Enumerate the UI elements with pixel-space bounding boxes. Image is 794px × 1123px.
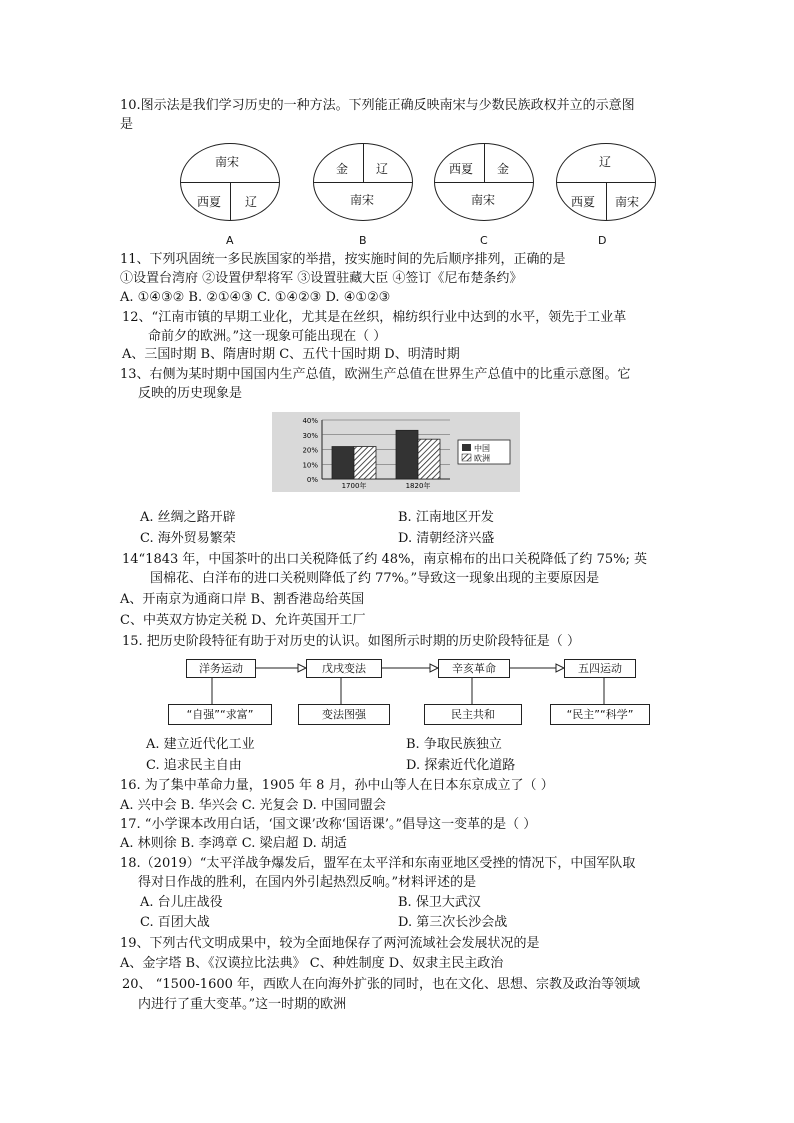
- bar-china-0: [332, 447, 354, 479]
- q13-option-a: A. 丝绸之路开辟: [140, 510, 236, 525]
- flow-feature-2: 变法图强: [298, 704, 390, 725]
- legend-swatch-europe: [462, 454, 471, 461]
- bar-europe-1: [418, 439, 440, 479]
- q18-option-b: B. 保卫大武汉: [398, 895, 481, 910]
- q18-stem-line1: 18.（2019）“太平洋战争爆发后，盟军在太平洋和东南亚地区受挫的情况下，中国军队取: [120, 856, 636, 871]
- bar-europe-0: [354, 447, 376, 479]
- x-tick-label: 1820年: [405, 482, 431, 490]
- q10-label-c: C: [480, 234, 488, 247]
- q18-option-d: D. 第三次长沙会战: [398, 915, 508, 930]
- circle-c-bottom: 南宋: [471, 193, 496, 207]
- flow-box-yangwu: 洋务运动: [186, 659, 256, 678]
- flow-feature-1: “自强”“求富”: [168, 704, 272, 725]
- flow-box-wusi: 五四运动: [564, 659, 636, 678]
- y-tick-label: 40%: [302, 417, 318, 425]
- legend-europe: 欧洲: [474, 454, 490, 463]
- q13-stem-line2: 反映的历史现象是: [138, 386, 243, 401]
- q16-stem: 16. 为了集中革命力量，1905 年 8 月，孙中山等人在日本东京成立了（ ）: [120, 778, 554, 793]
- q10-diagram-d: [556, 143, 656, 221]
- q13-bar-chart: [272, 412, 520, 492]
- legend: [458, 440, 510, 464]
- circle-d-bottom-left: 西夏: [571, 195, 596, 209]
- x-tick-label: 1700年: [341, 482, 367, 490]
- q19-options: A、金字塔 B、《汉谟拉比法典》 C、种姓制度 D、奴隶主民主政治: [120, 956, 504, 971]
- q17-stem: 17. “小学课本改用白话，‘国文课’改称‘国语课’。”倡导这一变革的是（ ）: [120, 817, 537, 832]
- y-tick-label: 20%: [302, 446, 318, 455]
- q14-stem-line1: 14“1843 年，中国茶叶的出口关税降低了约 48%，南京棉布的出口关税降低了约 75%; 英: [122, 552, 647, 567]
- arrow-3: [510, 664, 564, 672]
- q10-label-d: D: [598, 234, 607, 247]
- flow-box-wuxu: 戊戌变法: [306, 659, 382, 678]
- q20-stem-line2: 内进行了重大变革。”这一时期的欧洲: [138, 997, 347, 1012]
- q12-options: A、三国时期 B、隋唐时期 C、五代十国时期 D、明清时期: [122, 347, 460, 362]
- legend-swatch-china: [462, 444, 471, 451]
- q18-option-c: C. 百团大战: [140, 915, 210, 930]
- q18-stem-line2: 得对日作战的胜利，在国内外引起热烈反响。”材料评述的是: [138, 875, 477, 890]
- q10-stem-line1: 10.图示法是我们学习历史的一种方法。下列能正确反映南宋与少数民族政权并立的示意图: [120, 98, 635, 113]
- q12-stem-line1: 12、“江南市镇的早期工业化，尤其是在丝织，棉纺织行业中达到的水平，领先于工业革: [122, 310, 627, 325]
- circle-d-top: 辽: [599, 155, 612, 169]
- q13-option-c: C. 海外贸易繁荣: [140, 531, 236, 546]
- q18-option-a: A. 台儿庄战役: [140, 895, 223, 910]
- flow-feature-3: 民主共和: [424, 704, 522, 725]
- circle-c-top-right: 金: [497, 162, 510, 176]
- q10-label-a: A: [226, 234, 234, 247]
- q11-stem: 11、下列巩固统一多民族国家的举措，按实施时间的先后顺序排列，正确的是: [120, 252, 566, 267]
- circle-c-top-left: 西夏: [449, 162, 474, 176]
- q15-option-a: A. 建立近代化工业: [146, 737, 255, 752]
- y-tick-label: 10%: [302, 461, 318, 470]
- q13-chart-background: [272, 412, 520, 492]
- q15-option-c: C. 追求民主自由: [146, 758, 242, 773]
- bar-china-1: [396, 430, 418, 479]
- circle-b-top-right: 辽: [376, 162, 389, 176]
- q11-items: ①设置台湾府 ②设置伊犁将军 ③设置驻藏大臣 ④签订《尼布楚条约》: [120, 271, 523, 286]
- q15-option-d: D. 探索近代化道路: [406, 758, 516, 773]
- q10-diagram-c: [434, 143, 534, 221]
- flow-feature-4: “民主”“科学”: [550, 704, 650, 725]
- legend-china: 中国: [474, 444, 490, 453]
- q13-option-b: B. 江南地区开发: [398, 510, 494, 525]
- circle-d-bottom-right: 南宋: [615, 195, 640, 209]
- arrow-1: [256, 664, 306, 672]
- q12-stem-line2: 命前夕的欧洲。”这一现象可能出现在（ ）: [148, 329, 387, 344]
- y-tick-label: 30%: [302, 431, 318, 440]
- q10-label-b: B: [359, 234, 367, 247]
- q19-stem: 19、下列古代文明成果中，较为全面地保存了两河流域社会发展状况的是: [120, 936, 540, 951]
- flow-box-xinhai: 辛亥革命: [438, 659, 510, 678]
- q20-stem-line1: 20、 “1500-1600 年，西欧人在向海外扩张的同时，也在文化、思想、宗教及政治等领域: [122, 977, 641, 992]
- q14-options-cd: C、中英双方协定关税 D、允许英国开工厂: [120, 613, 366, 628]
- q10-diagram-a: [180, 143, 280, 221]
- y-tick-label: 0%: [306, 476, 318, 484]
- q16-options: A. 兴中会 B. 华兴会 C. 光复会 D. 中国同盟会: [120, 798, 386, 813]
- q14-stem-line2: 国棉花、白洋布的进口关税则降低了约 77%。”导致这一现象出现的主要原因是: [150, 571, 600, 586]
- q10-diagram-b: [313, 143, 413, 221]
- q15-option-b: B. 争取民族独立: [406, 737, 502, 752]
- circle-a-top: 南宋: [215, 155, 240, 169]
- circle-b-top-left: 金: [336, 162, 349, 176]
- q13-stem-line1: 13、右侧为某时期中国国内生产总值，欧洲生产总值在世界生产总值中的比重示意图。它: [120, 367, 631, 382]
- circle-b-bottom: 南宋: [350, 193, 375, 207]
- arrow-2: [382, 664, 438, 672]
- circle-a-bottom-right: 辽: [245, 195, 258, 209]
- q10-stem-line2: 是: [120, 117, 134, 132]
- q11-options: A. ①④③② B. ②①④③ C. ①④②③ D. ④①②③: [120, 290, 391, 305]
- q15-stem: 15. 把历史阶段特征有助于对历史的认识。如图所示时期的历史阶段特征是（ ）: [122, 634, 580, 649]
- q17-options: A. 林则徐 B. 李鸿章 C. 梁启超 D. 胡适: [120, 836, 347, 851]
- circle-a-bottom-left: 西夏: [197, 195, 222, 209]
- q13-option-d: D. 清朝经济兴盛: [398, 531, 495, 546]
- q14-options-ab: A、开南京为通商口岸 B、割香港岛给英国: [120, 592, 365, 607]
